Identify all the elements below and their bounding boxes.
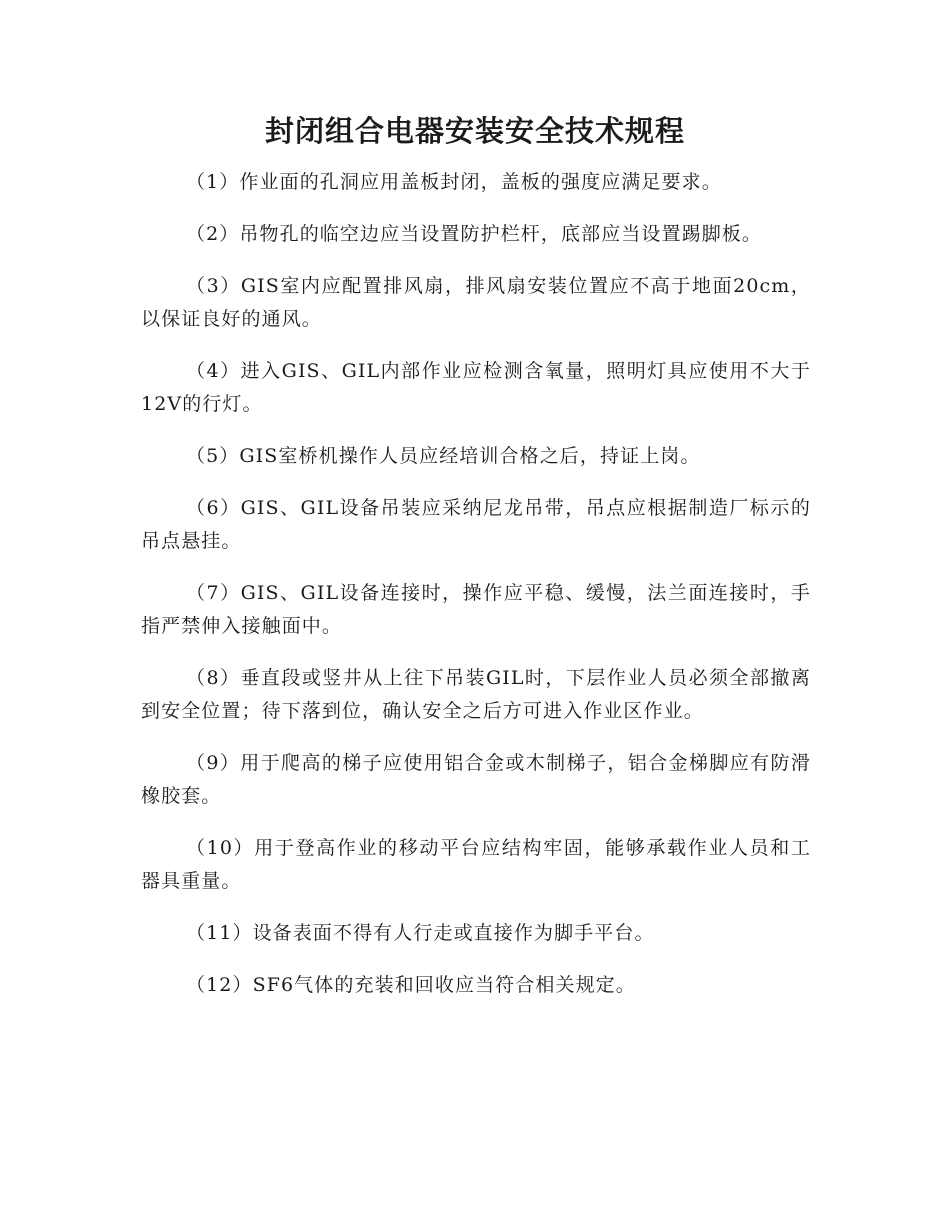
clause-3: （3）GIS室内应配置排风扇，排风扇安装位置应不高于地面20cm，以保证良好的通风。 (141, 275, 811, 330)
clause-11: （11）设备表面不得有人行走或直接作为脚手平台。 (186, 922, 655, 944)
clause-12: （12）SF6气体的充装和回收应当符合相关规定。 (186, 974, 636, 996)
clause-7: （7）GIS、GIL设备连接时，操作应平稳、缓慢，法兰面连接时，手指严禁伸入接触面中。 (141, 582, 811, 637)
clause-10: （10）用于登高作业的移动平台应结构牢固，能够承载作业人员和工器具重量。 (141, 837, 811, 892)
clause-list (141, 166, 811, 1021)
document-title: 封闭组合电器安装安全技术规程 (264, 114, 685, 148)
clause-1: （1）作业面的孔洞应用盖板封闭，盖板的强度应满足要求。 (186, 171, 722, 193)
clause-9: （9）用于爬高的梯子应使用铝合金或木制梯子，铝合金梯脚应有防滑橡胶套。 (141, 752, 811, 807)
clause-2: （2）吊物孔的临空边应当设置防护栏杆，底部应当设置踢脚板。 (186, 223, 762, 245)
clause-6: （6）GIS、GIL设备吊装应采纳尼龙吊带，吊点应根据制造厂标示的吊点悬挂。 (141, 497, 811, 552)
clause-8: （8）垂直段或竖井从上往下吊装GIL时，下层作业人员必须全部撤离到安全位置；待下落到位，确认安全之后方可进入作业区作业。 (141, 667, 811, 722)
clause-5: （5）GIS室桥机操作人员应经培训合格之后，持证上岗。 (186, 445, 701, 467)
clause-4: （4）进入GIS、GIL内部作业应检测含氧量，照明灯具应使用不大于12V的行灯。 (141, 360, 811, 415)
